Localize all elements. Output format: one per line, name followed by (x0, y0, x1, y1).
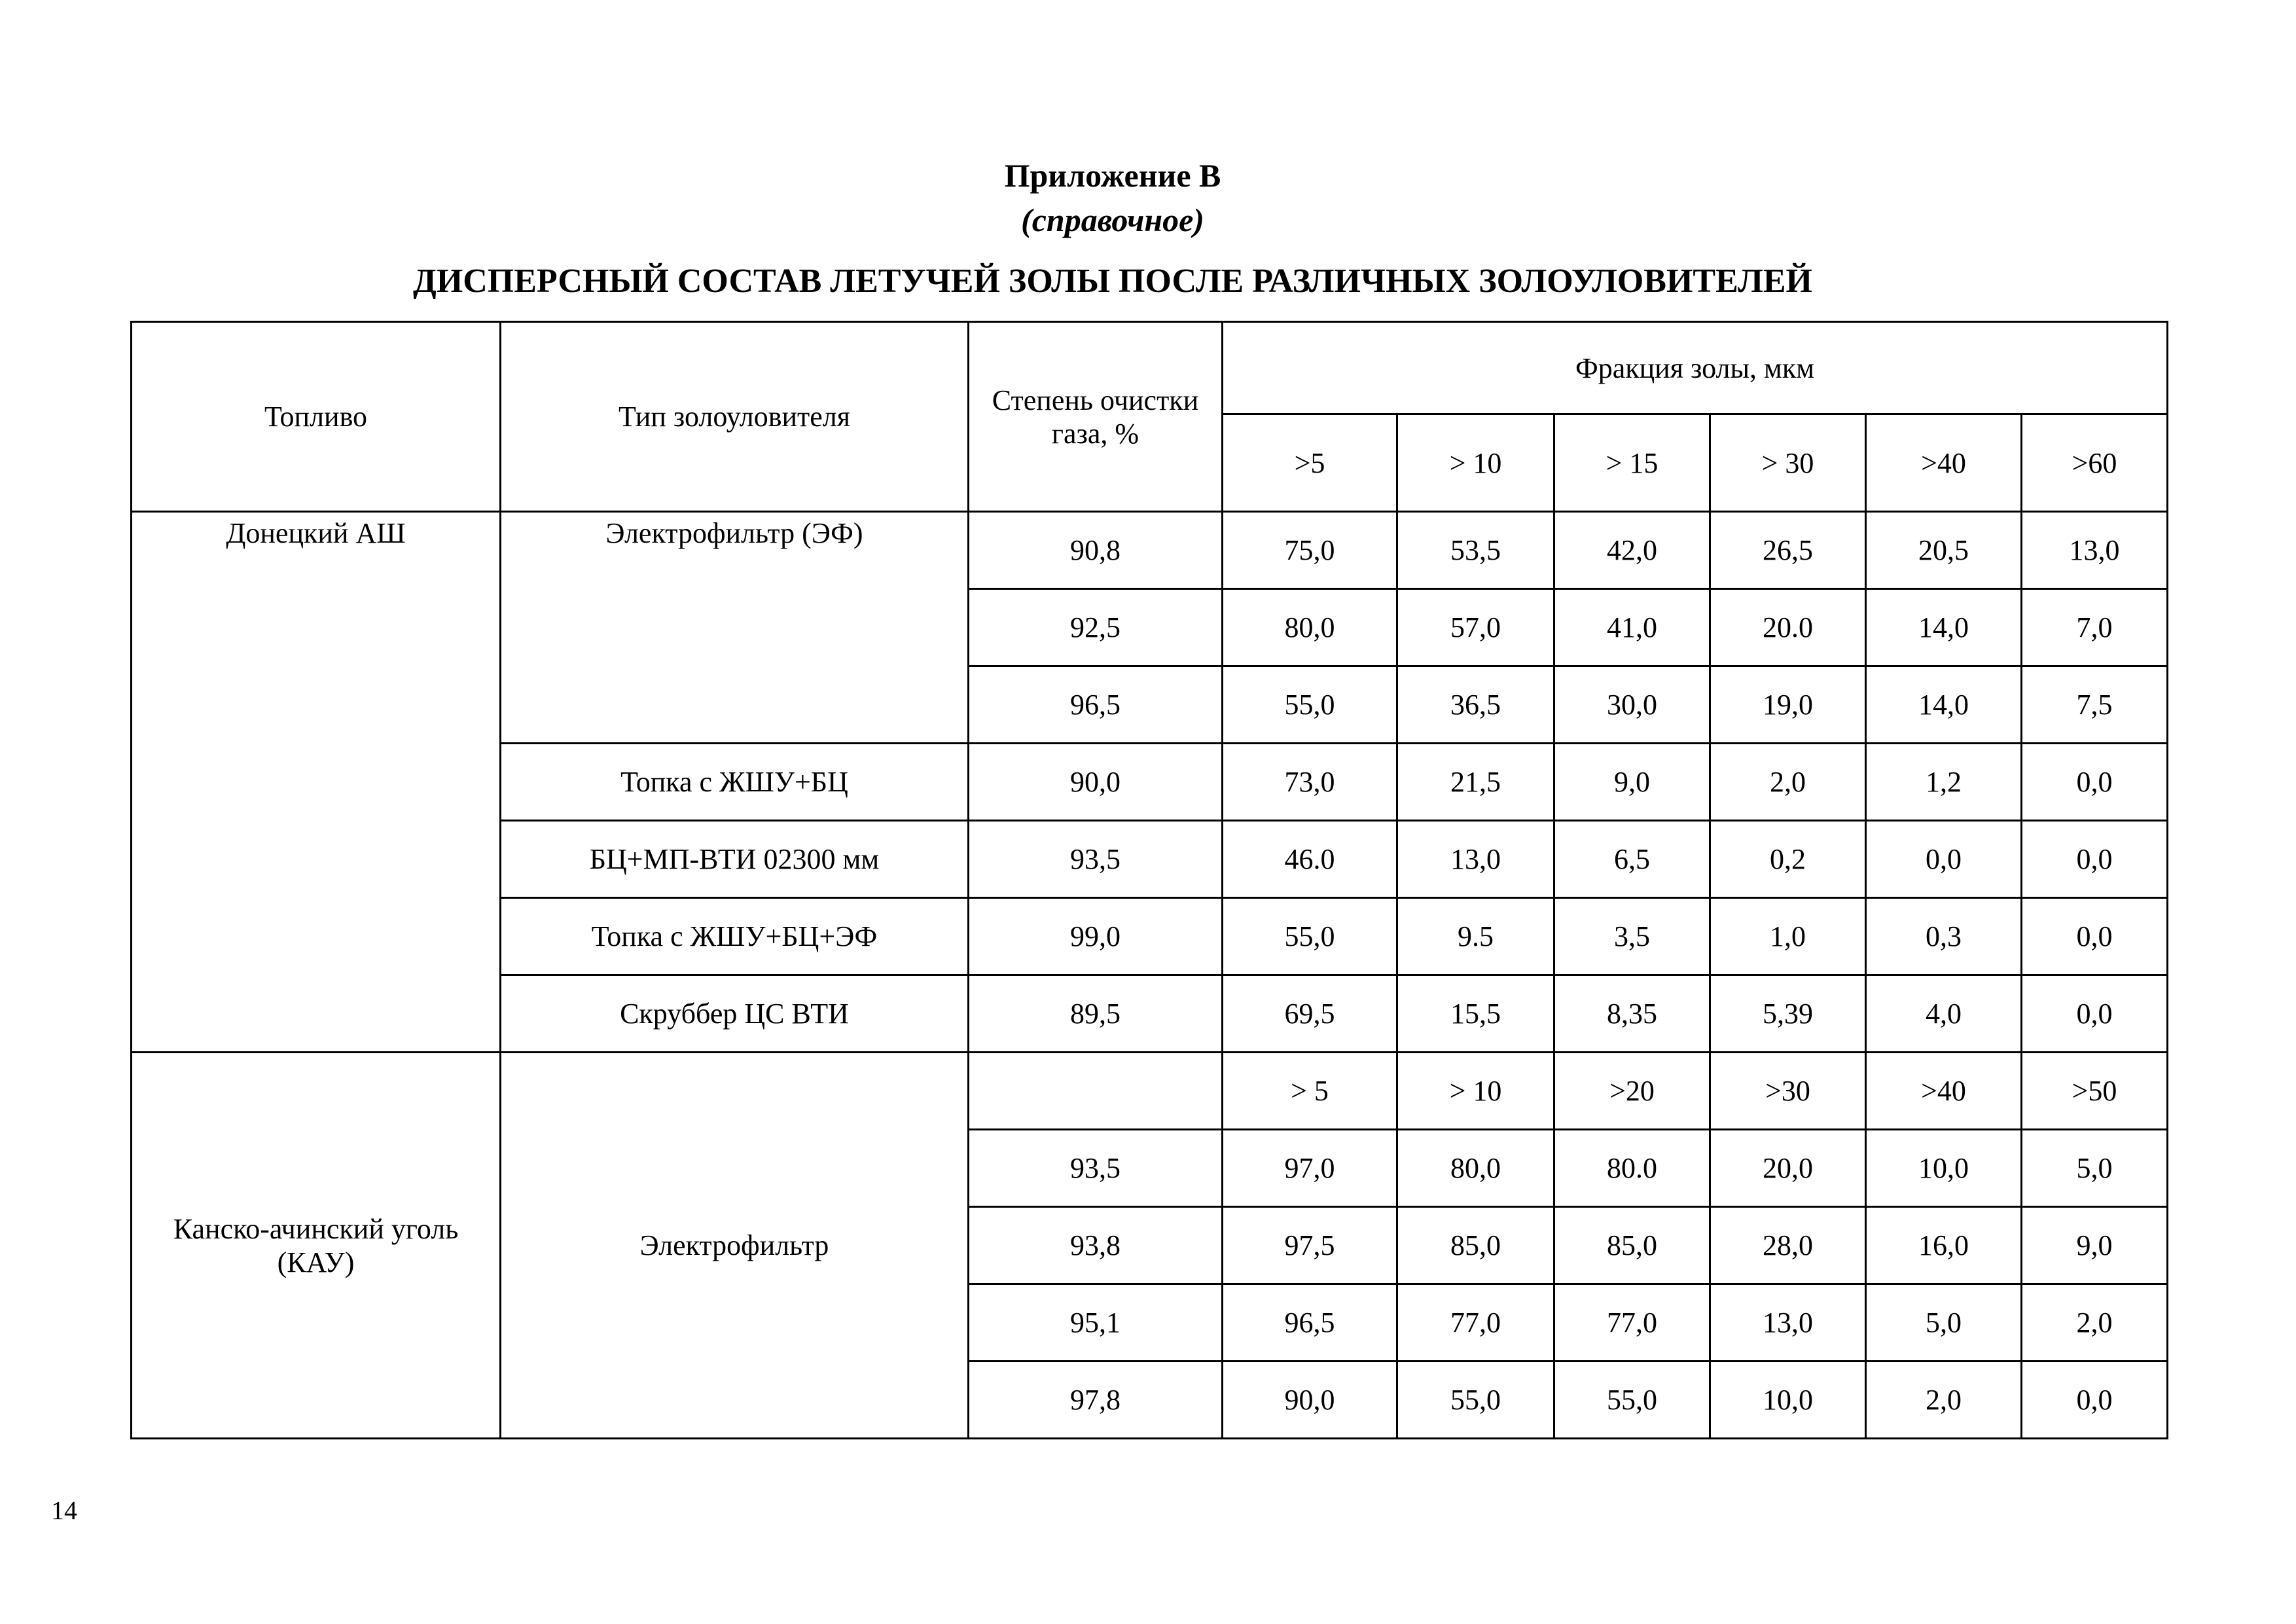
fraction-value-cell: 8,35 (1554, 975, 1710, 1053)
fraction-header-cell: >30 (1710, 1053, 1866, 1130)
fraction-value-cell: 96,5 (1223, 1284, 1397, 1362)
fraction-value-cell: 75,0 (1223, 512, 1397, 589)
table-row (132, 512, 2168, 589)
fraction-header-cell: >20 (1554, 1053, 1710, 1130)
collector-type-cell: Топка с ЖШУ+БЦ+ЭФ (501, 898, 969, 975)
fuel-name-cell: Канско-ачинский уголь (КАУ) (132, 1053, 501, 1439)
fraction-value-cell: 73,0 (1223, 744, 1397, 821)
cleaning-degree-cell: 93,8 (969, 1207, 1223, 1284)
fraction-value-cell: 7,5 (2022, 666, 2168, 744)
fraction-value-cell: 16,0 (1866, 1207, 2022, 1284)
fraction-value-cell: 9,0 (1554, 744, 1710, 821)
fuel-name-cell: Донецкий АШ (132, 512, 501, 1053)
fraction-value-cell: 14,0 (1866, 666, 2022, 744)
fraction-value-cell: 42,0 (1554, 512, 1710, 589)
fraction-value-cell: 97,5 (1223, 1207, 1397, 1284)
cleaning-degree-cell: 96,5 (969, 666, 1223, 744)
fraction-value-cell: 69,5 (1223, 975, 1397, 1053)
fraction-value-cell: 0,3 (1866, 898, 2022, 975)
fraction-value-cell: 5,0 (2022, 1130, 2168, 1207)
fraction-value-cell: 2,0 (2022, 1284, 2168, 1362)
cleaning-degree-cell (969, 1053, 1223, 1130)
header-fraction-cell: > 15 (1554, 414, 1710, 512)
fraction-value-cell: 55,0 (1397, 1362, 1554, 1439)
table-subheader-row (132, 1053, 2168, 1130)
cleaning-degree-cell: 92,5 (969, 589, 1223, 666)
cleaning-degree-cell: 90,8 (969, 512, 1223, 589)
fraction-value-cell: 30,0 (1554, 666, 1710, 744)
cleaning-degree-cell: 90,0 (969, 744, 1223, 821)
header-fuel: Топливо (132, 322, 501, 512)
fraction-value-cell: 36,5 (1397, 666, 1554, 744)
fraction-value-cell: 0,0 (2022, 898, 2168, 975)
fraction-value-cell: 80,0 (1397, 1130, 1554, 1207)
appendix-subtitle: (справочное) (1021, 202, 1204, 238)
fraction-value-cell: 10,0 (1710, 1362, 1866, 1439)
cleaning-degree-cell: 93,5 (969, 1130, 1223, 1207)
fraction-value-cell: 20.0 (1710, 589, 1866, 666)
fraction-value-cell: 53,5 (1397, 512, 1554, 589)
fraction-value-cell: 4,0 (1866, 975, 2022, 1053)
fraction-value-cell: 77,0 (1554, 1284, 1710, 1362)
fraction-value-cell: 0,0 (2022, 975, 2168, 1053)
fraction-value-cell: 0,0 (1866, 821, 2022, 898)
page-number: 14 (51, 1496, 77, 1525)
fraction-value-cell: 57,0 (1397, 589, 1554, 666)
fraction-value-cell: 3,5 (1554, 898, 1710, 975)
fraction-value-cell: 19,0 (1710, 666, 1866, 744)
document-heading: ДИСПЕРСНЫЙ СОСТАВ ЛЕТУЧЕЙ ЗОЛЫ ПОСЛЕ РАЗЛИЧНЫХ ЗОЛОУЛОВИТЕЛЕЙ (413, 262, 1812, 300)
fraction-value-cell: 9,0 (2022, 1207, 2168, 1284)
fraction-value-cell: 5,0 (1866, 1284, 2022, 1362)
header-fraction-cell: >40 (1866, 414, 2022, 512)
cleaning-degree-cell: 93,5 (969, 821, 1223, 898)
fraction-value-cell: 80.0 (1554, 1130, 1710, 1207)
collector-type-cell: Скруббер ЦС ВТИ (501, 975, 969, 1053)
collector-type-cell: Топка с ЖШУ+БЦ (501, 744, 969, 821)
header-fraction-cell: >5 (1223, 414, 1397, 512)
fraction-value-cell: 1,0 (1710, 898, 1866, 975)
fraction-header-cell: > 10 (1397, 1053, 1554, 1130)
collector-type-cell: БЦ+МП-ВТИ 02300 мм (501, 821, 969, 898)
fraction-value-cell: 15,5 (1397, 975, 1554, 1053)
fraction-value-cell: 97,0 (1223, 1130, 1397, 1207)
fraction-value-cell: 13,0 (1397, 821, 1554, 898)
fraction-value-cell: 90,0 (1223, 1362, 1397, 1439)
fraction-header-cell: >50 (2022, 1053, 2168, 1130)
cleaning-degree-cell: 89,5 (969, 975, 1223, 1053)
fraction-value-cell: 10,0 (1866, 1130, 2022, 1207)
fraction-value-cell: 55,0 (1554, 1362, 1710, 1439)
fraction-value-cell: 0,2 (1710, 821, 1866, 898)
fraction-value-cell: 6,5 (1554, 821, 1710, 898)
table-header-row (132, 322, 2168, 414)
header-cleaning-degree: Степень очистки газа, % (969, 322, 1223, 512)
fraction-value-cell: 0,0 (2022, 744, 2168, 821)
fraction-value-cell: 55,0 (1223, 666, 1397, 744)
fraction-value-cell: 0,0 (2022, 821, 2168, 898)
fraction-value-cell: 13,0 (2022, 512, 2168, 589)
fraction-value-cell: 26,5 (1710, 512, 1866, 589)
fraction-header-cell: > 5 (1223, 1053, 1397, 1130)
fraction-value-cell: 28,0 (1710, 1207, 1866, 1284)
cleaning-degree-cell: 95,1 (969, 1284, 1223, 1362)
fraction-value-cell: 85,0 (1397, 1207, 1554, 1284)
ash-dispersion-table (130, 321, 2168, 1439)
header-fraction-cell: >60 (2022, 414, 2168, 512)
fraction-value-cell: 20,0 (1710, 1130, 1866, 1207)
header-fraction-cell: > 30 (1710, 414, 1866, 512)
fraction-value-cell: 2,0 (1866, 1362, 2022, 1439)
fraction-value-cell: 1,2 (1866, 744, 2022, 821)
fraction-value-cell: 55,0 (1223, 898, 1397, 975)
fraction-value-cell: 41,0 (1554, 589, 1710, 666)
fraction-value-cell: 5,39 (1710, 975, 1866, 1053)
collector-type-cell: Электрофильтр (ЭФ) (501, 512, 969, 744)
cleaning-degree-cell: 97,8 (969, 1362, 1223, 1439)
fraction-value-cell: 13,0 (1710, 1284, 1866, 1362)
fraction-value-cell: 77,0 (1397, 1284, 1554, 1362)
fraction-value-cell: 46.0 (1223, 821, 1397, 898)
fraction-value-cell: 2,0 (1710, 744, 1866, 821)
fraction-value-cell: 80,0 (1223, 589, 1397, 666)
appendix-title: Приложение В (1004, 157, 1221, 194)
header-ash-fraction: Фракция золы, мкм (1223, 322, 2168, 414)
collector-type-cell: Электрофильтр (501, 1053, 969, 1439)
cleaning-degree-cell: 99,0 (969, 898, 1223, 975)
fraction-value-cell: 0,0 (2022, 1362, 2168, 1439)
fraction-value-cell: 21,5 (1397, 744, 1554, 821)
fraction-value-cell: 20,5 (1866, 512, 2022, 589)
header-collector-type: Тип золоуловителя (501, 322, 969, 512)
header-fraction-cell: > 10 (1397, 414, 1554, 512)
fraction-value-cell: 85,0 (1554, 1207, 1710, 1284)
fraction-header-cell: >40 (1866, 1053, 2022, 1130)
fraction-value-cell: 9.5 (1397, 898, 1554, 975)
fraction-value-cell: 14,0 (1866, 589, 2022, 666)
fraction-value-cell: 7,0 (2022, 589, 2168, 666)
